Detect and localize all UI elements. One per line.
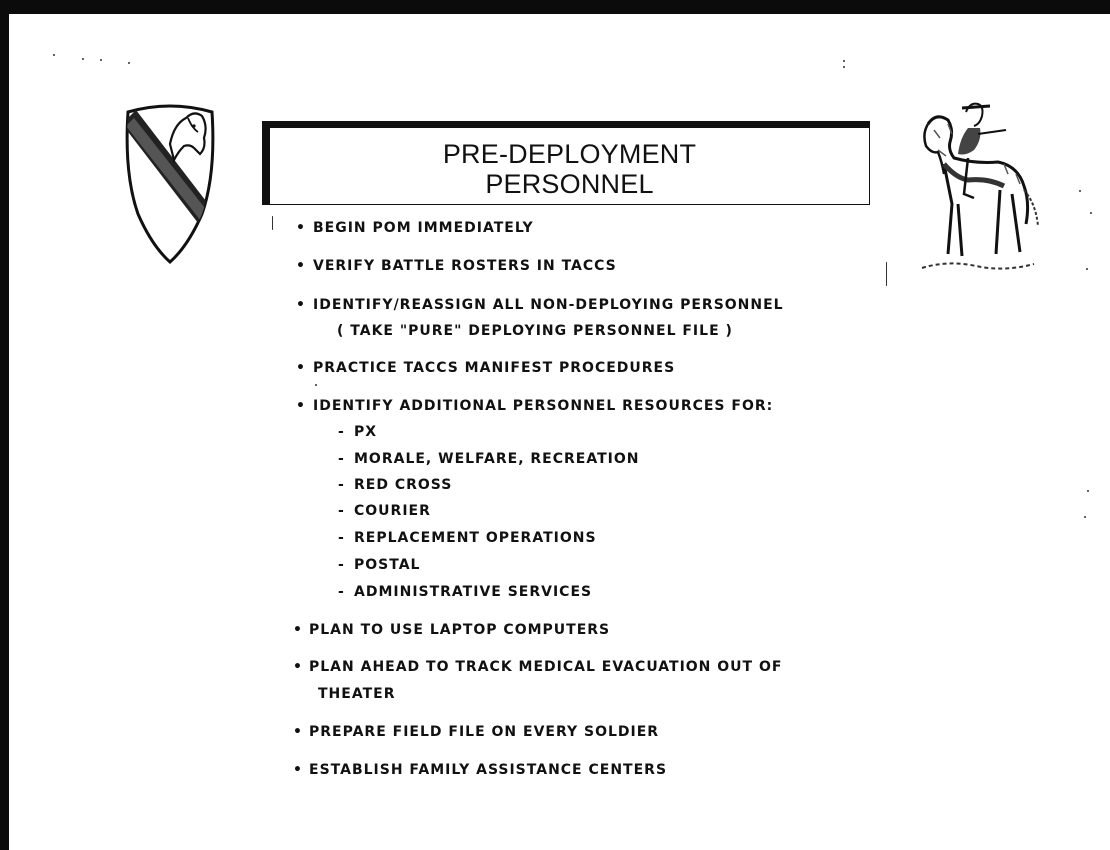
scan-speck bbox=[315, 384, 317, 386]
dash-mark: - bbox=[338, 451, 345, 467]
dash-mark: - bbox=[338, 424, 345, 440]
sub-item-replacement-ops: REPLACEMENT OPERATIONS bbox=[354, 530, 597, 546]
bullet-mark: • bbox=[293, 762, 303, 778]
list-item-field-file: PREPARE FIELD FILE ON EVERY SOLDIER bbox=[309, 724, 660, 740]
scan-speck bbox=[53, 54, 55, 56]
bullet-mark: • bbox=[293, 724, 303, 740]
scan-speck bbox=[843, 66, 845, 68]
bullet-mark: • bbox=[296, 360, 306, 376]
list-item-family-centers: ESTABLISH FAMILY ASSISTANCE CENTERS bbox=[309, 762, 668, 778]
sub-item-postal: POSTAL bbox=[354, 557, 421, 573]
list-item-practice-manifest: PRACTICE TACCS MANIFEST PROCEDURES bbox=[313, 360, 676, 376]
scan-speck bbox=[1086, 268, 1088, 270]
bullet-mark: • bbox=[293, 659, 303, 675]
scan-speck bbox=[100, 59, 102, 61]
scan-speck bbox=[1079, 190, 1081, 192]
list-item-medevac: PLAN AHEAD TO TRACK MEDICAL EVACUATION OUT OF bbox=[309, 659, 783, 675]
scan-speck bbox=[1090, 212, 1092, 214]
list-item-begin-pom: BEGIN POM IMMEDIATELY bbox=[313, 220, 534, 236]
scan-speck bbox=[82, 58, 84, 60]
sub-item-red-cross: RED CROSS bbox=[354, 477, 453, 493]
bullet-mark: • bbox=[296, 398, 306, 414]
dash-mark: - bbox=[338, 557, 345, 573]
list-item-verify-rosters: VERIFY BATTLE ROSTERS IN TACCS bbox=[313, 258, 617, 274]
sub-item-courier: COURIER bbox=[354, 503, 431, 519]
sub-item-px: PX bbox=[354, 424, 378, 440]
dash-mark: - bbox=[338, 530, 345, 546]
title-line-2: PERSONNEL bbox=[485, 169, 654, 199]
scan-speck bbox=[886, 262, 887, 286]
scan-speck bbox=[1087, 490, 1089, 492]
scan-speck bbox=[1084, 516, 1086, 518]
sub-item-admin-services: ADMINISTRATIVE SERVICES bbox=[354, 584, 593, 600]
scan-speck bbox=[843, 60, 845, 62]
list-item-note-pure-file: ( TAKE "PURE" DEPLOYING PERSONNEL FILE ) bbox=[337, 323, 733, 339]
bullet-mark: • bbox=[296, 220, 306, 236]
dash-mark: - bbox=[338, 477, 345, 493]
list-item-identify-resources: IDENTIFY ADDITIONAL PERSONNEL RESOURCES FOR: bbox=[313, 398, 774, 414]
scan-speck bbox=[272, 216, 273, 230]
sub-item-mwr: MORALE, WELFARE, RECREATION bbox=[354, 451, 640, 467]
list-item-medevac-continuation: THEATER bbox=[318, 686, 396, 702]
dash-mark: - bbox=[338, 503, 345, 519]
scan-speck bbox=[128, 62, 130, 64]
bullet-mark: • bbox=[293, 622, 303, 638]
dash-mark: - bbox=[338, 584, 345, 600]
bullet-mark: • bbox=[296, 258, 306, 274]
list-item-identify-reassign: IDENTIFY/REASSIGN ALL NON-DEPLOYING PERSONNEL bbox=[313, 297, 784, 313]
bullet-mark: • bbox=[296, 297, 306, 313]
title-line-1: PRE-DEPLOYMENT bbox=[442, 139, 697, 169]
list-item-laptops: PLAN TO USE LAPTOP COMPUTERS bbox=[309, 622, 611, 638]
